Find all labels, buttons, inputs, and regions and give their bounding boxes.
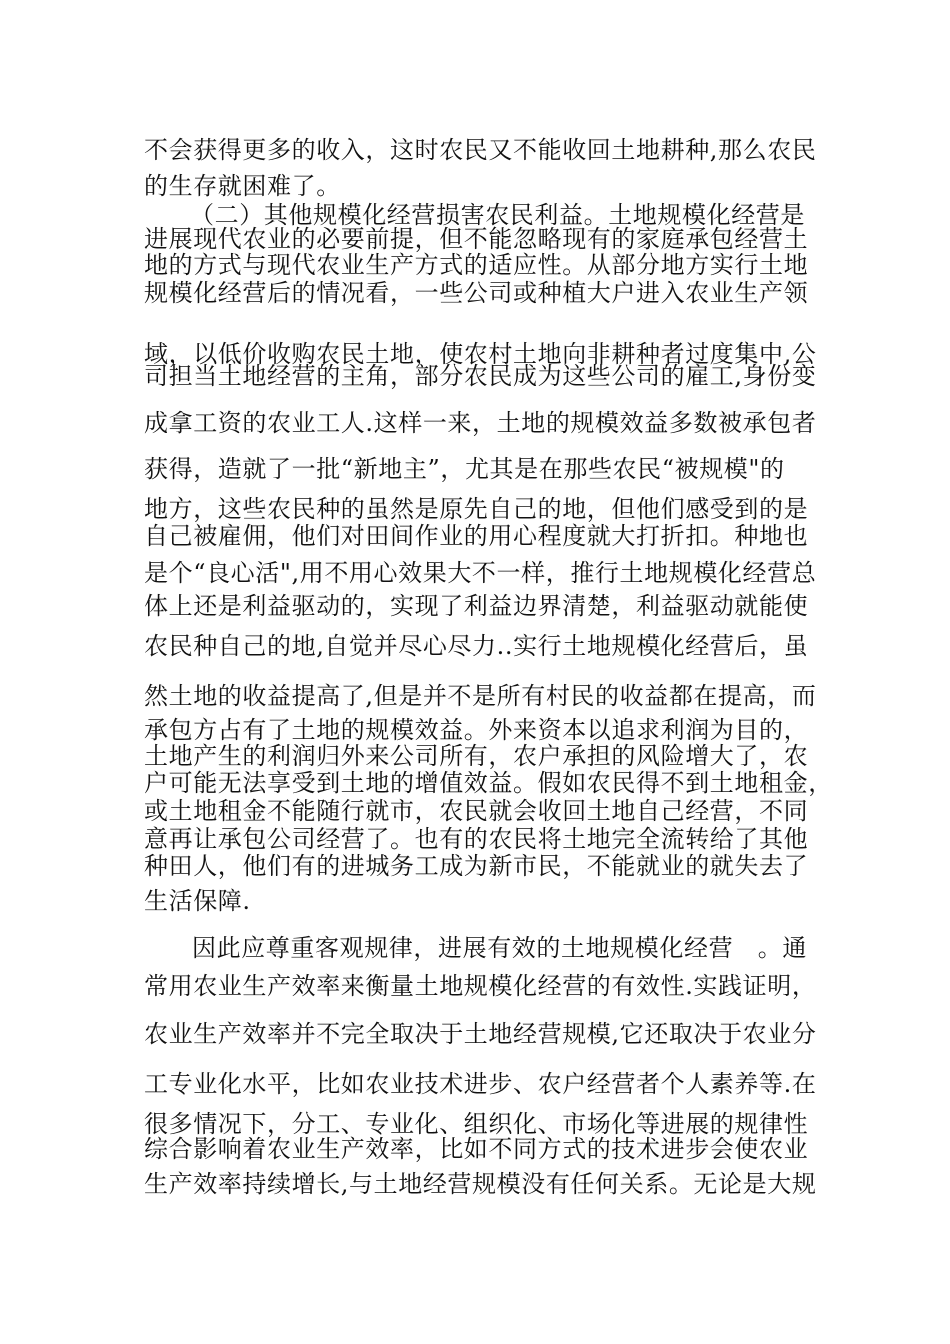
text-line-10: 获得，造就了一批“新地主”，尤其是在那些农民“被规模"的 [144,455,785,483]
text-line-13: 是个“良心活",用不用心效果大不一样，推行土地规模化经营总 [144,559,817,587]
text-line-20: 或土地租金不能随行就市，农民就会收回土地自己经营，不同 [144,797,809,825]
text-line-25: 常用农业生产效率来衡量土地规模化经营的有效性.实践证明， [144,972,817,1000]
text-line-22: 种田人，他们有的进城务工成为新市民，不能就业的就失去了 [144,852,809,880]
text-line-12: 自己被雇佣，他们对田间作业的用心程度就大打折扣。种地也 [144,522,809,550]
text-line-7: 域，以低价收购农民土地，使农村土地向非耕种者过度集中,公 [144,340,817,368]
text-line-8: 司担当土地经营的主角，部分农民成为这些公司的雇工,身份变 [144,362,817,390]
text-line-3: （二）其他规模化经营损害农民利益。土地规模化经营是 [190,201,805,229]
text-line-1: 不会获得更多的收入，这时农民又不能收回土地耕种,那么农民 [144,136,817,164]
text-line-16: 然土地的收益提高了,但是并不是所有村民的收益都在提高，而 [144,682,817,710]
text-line-11: 地方，这些农民种的虽然是原先自己的地，但他们感受到的是 [144,495,809,523]
text-line-26: 农业生产效率并不完全取决于土地经营规模,它还取决于农业分 [144,1020,817,1048]
text-line-29: 综合影响着农业生产效率，比如不同方式的技术进步会使农业 [144,1135,809,1163]
text-line-9: 成拿工资的农业工人.这样一来，土地的规模效益多数被承包者 [144,409,817,437]
text-line-27: 工专业化水平，比如农业技术进步、农户经营者个人素养等.在 [144,1070,817,1098]
text-line-15: 农民种自己的地,自觉并尽心尽力..实行土地规模化经营后，虽 [144,632,809,660]
text-line-17: 承包方占有了土地的规模效益。外来资本以追求利润为目的， [144,716,809,744]
text-line-23: 生活保障. [144,887,251,915]
text-line-4: 进展现代农业的必要前提，但不能忽略现有的家庭承包经营土 [144,225,809,253]
text-line-14: 体上还是利益驱动的，实现了利益边界清楚，利益驱动就能使 [144,592,809,620]
text-line-18: 土地产生的利润归外来公司所有，农户承担的风险增大了，农 [144,742,809,770]
text-line-2: 的生存就困难了。 [144,172,341,200]
text-line-30: 生产效率持续增长,与土地经营规模没有任何关系。无论是大规 [144,1170,817,1198]
text-line-24: 因此应尊重客观规律，进展有效的土地规模化经营 。通 [192,934,807,962]
text-line-21: 意再让承包公司经营了。也有的农民将土地完全流转给了其他 [144,825,809,853]
text-line-6: 规模化经营后的情况看，一些公司或种植大户进入农业生产领 [144,279,809,307]
text-line-28: 很多情况下，分工、专业化、组织化、市场化等进展的规律性 [144,1110,809,1138]
text-line-19: 户可能无法享受到土地的增值效益。假如农民得不到土地租金， [144,769,833,797]
text-line-5: 地的方式与现代农业生产方式的适应性。从部分地方实行土地 [144,251,809,279]
